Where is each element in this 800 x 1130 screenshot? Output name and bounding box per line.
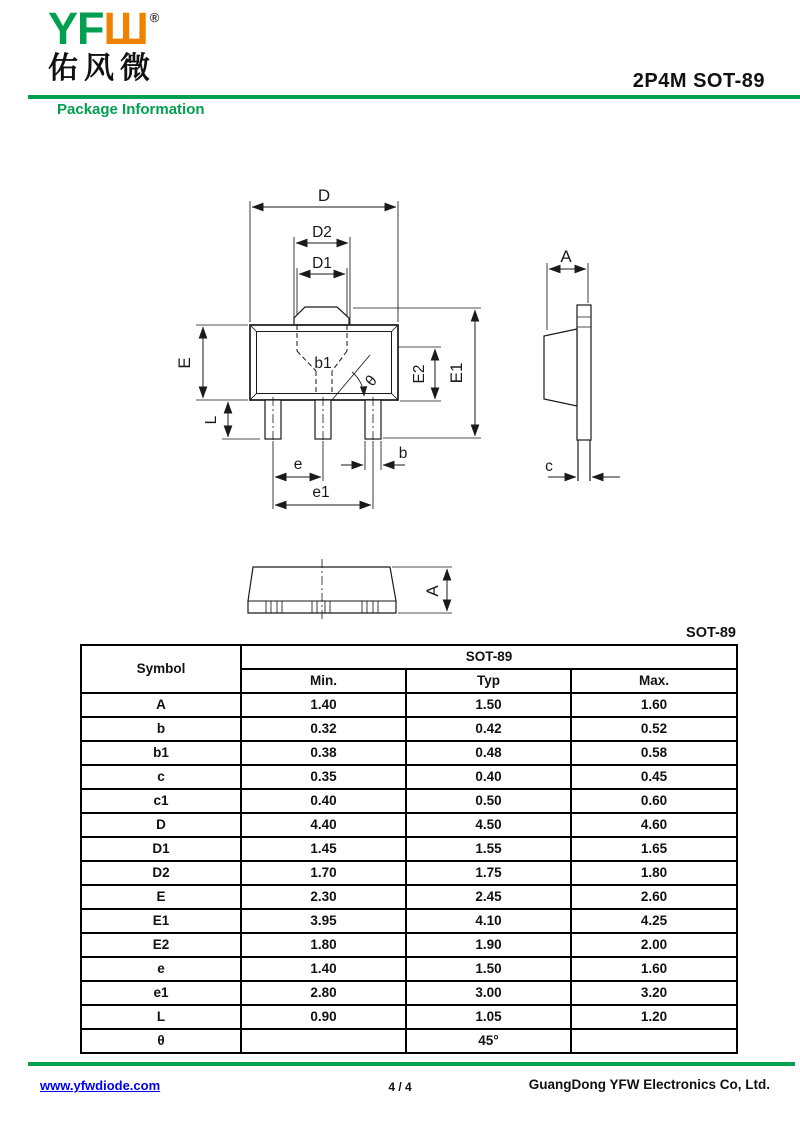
dim-label-c: c bbox=[545, 458, 553, 475]
header-cell-max: Max. bbox=[571, 669, 737, 693]
header-cell-package: SOT-89 bbox=[241, 645, 737, 669]
cell-symbol: D2 bbox=[81, 861, 241, 885]
table-row bbox=[81, 861, 737, 885]
dim-label-A-bottom: A bbox=[423, 585, 442, 597]
side-flange bbox=[577, 305, 591, 440]
table-row bbox=[81, 717, 737, 741]
cell-min: 0.32 bbox=[241, 717, 406, 741]
header-cell-symbol: Symbol bbox=[81, 645, 241, 693]
cell-typ: 0.42 bbox=[406, 717, 571, 741]
cell-min: 0.38 bbox=[241, 741, 406, 765]
cell-typ: 0.50 bbox=[406, 789, 571, 813]
dim-label-D2: D2 bbox=[312, 224, 332, 241]
cell-max: 0.60 bbox=[571, 789, 737, 813]
cell-symbol: E bbox=[81, 885, 241, 909]
cell-symbol: A bbox=[81, 693, 241, 717]
dim-label-E2: E2 bbox=[411, 364, 428, 384]
dim-label-b1: b1 bbox=[314, 355, 332, 372]
table-row bbox=[81, 813, 737, 837]
cell-max: 0.52 bbox=[571, 717, 737, 741]
table-row bbox=[81, 765, 737, 789]
cell-symbol: L bbox=[81, 1005, 241, 1029]
table-row bbox=[81, 789, 737, 813]
cell-typ: 4.10 bbox=[406, 909, 571, 933]
dim-label-A-side: A bbox=[560, 247, 572, 266]
cell-max: 3.20 bbox=[571, 981, 737, 1005]
cell-max: 0.58 bbox=[571, 741, 737, 765]
cell-typ: 3.00 bbox=[406, 981, 571, 1005]
cell-max: 0.45 bbox=[571, 765, 737, 789]
cell-symbol: c1 bbox=[81, 789, 241, 813]
cell-min: 2.80 bbox=[241, 981, 406, 1005]
cell-symbol: e1 bbox=[81, 981, 241, 1005]
table-row bbox=[81, 933, 737, 957]
front-view bbox=[175, 186, 481, 509]
dim-label-e1: e1 bbox=[312, 484, 330, 501]
table-row bbox=[81, 957, 737, 981]
table-row bbox=[81, 909, 737, 933]
package-outline-drawing bbox=[0, 130, 800, 630]
cell-min: 1.70 bbox=[241, 861, 406, 885]
cell-typ: 0.40 bbox=[406, 765, 571, 789]
package-tab bbox=[294, 307, 349, 325]
cell-max: 2.00 bbox=[571, 933, 737, 957]
header-cell-min: Min. bbox=[241, 669, 406, 693]
cell-symbol: θ bbox=[81, 1029, 241, 1053]
document-title: 2P4M SOT-89 bbox=[632, 70, 765, 92]
dim-label-D1: D1 bbox=[312, 255, 332, 272]
cell-min: 4.40 bbox=[241, 813, 406, 837]
cell-typ: 1.55 bbox=[406, 837, 571, 861]
logo-wordmark bbox=[48, 3, 159, 54]
logo-chinese-text: 佑风微 bbox=[48, 52, 156, 85]
dim-label-theta: θ bbox=[362, 372, 381, 390]
registered-trademark-icon: ® bbox=[149, 10, 159, 25]
cell-symbol: E1 bbox=[81, 909, 241, 933]
cell-min bbox=[241, 1029, 406, 1053]
table-header-row-1 bbox=[81, 645, 737, 669]
table-row bbox=[81, 837, 737, 861]
cell-min: 0.35 bbox=[241, 765, 406, 789]
dim-label-e: e bbox=[293, 456, 303, 473]
bottom-view bbox=[248, 559, 452, 619]
cell-symbol: b bbox=[81, 717, 241, 741]
website-link[interactable]: www.yfwdiode.com bbox=[40, 1078, 161, 1093]
cell-min: 1.40 bbox=[241, 693, 406, 717]
side-lead bbox=[578, 440, 590, 481]
footer-rule bbox=[28, 1062, 795, 1066]
dim-label-b: b bbox=[398, 445, 408, 462]
table-row bbox=[81, 885, 737, 909]
cell-max: 1.20 bbox=[571, 1005, 737, 1029]
cell-max: 4.60 bbox=[571, 813, 737, 837]
cell-typ: 1.75 bbox=[406, 861, 571, 885]
dimensions-table bbox=[80, 644, 738, 1054]
side-body bbox=[544, 329, 577, 406]
cell-min: 1.45 bbox=[241, 837, 406, 861]
cell-symbol: b1 bbox=[81, 741, 241, 765]
table-caption: SOT-89 bbox=[686, 625, 736, 641]
yfw-logo bbox=[48, 3, 159, 85]
cell-min: 1.40 bbox=[241, 957, 406, 981]
cell-max: 1.65 bbox=[571, 837, 737, 861]
header-cell-typ: Typ bbox=[406, 669, 571, 693]
cell-typ: 0.48 bbox=[406, 741, 571, 765]
table-row bbox=[81, 693, 737, 717]
cell-typ: 1.50 bbox=[406, 957, 571, 981]
cell-max: 4.25 bbox=[571, 909, 737, 933]
cell-symbol: c bbox=[81, 765, 241, 789]
dim-label-E1: E1 bbox=[447, 362, 466, 384]
cell-symbol: e bbox=[81, 957, 241, 981]
cell-typ: 1.90 bbox=[406, 933, 571, 957]
cell-max: 1.60 bbox=[571, 957, 737, 981]
cell-typ: 2.45 bbox=[406, 885, 571, 909]
cell-max: 2.60 bbox=[571, 885, 737, 909]
company-name: GuangDong YFW Electronics Co, Ltd. bbox=[528, 1077, 770, 1092]
dim-label-E: E bbox=[175, 357, 194, 369]
table-row bbox=[81, 741, 737, 765]
section-title: Package Information bbox=[57, 101, 205, 118]
cell-symbol: D bbox=[81, 813, 241, 837]
dim-label-D: D bbox=[317, 186, 331, 205]
cell-max: 1.60 bbox=[571, 693, 737, 717]
cell-min: 0.40 bbox=[241, 789, 406, 813]
cell-min: 3.95 bbox=[241, 909, 406, 933]
header-rule bbox=[28, 95, 800, 99]
cell-typ: 45° bbox=[406, 1029, 571, 1053]
dim-label-L: L bbox=[203, 415, 220, 425]
cell-typ: 1.50 bbox=[406, 693, 571, 717]
table-row bbox=[81, 1005, 737, 1029]
logo-text-green: YF bbox=[48, 3, 104, 54]
table-row bbox=[81, 981, 737, 1005]
page-indicator: 4 / 4 bbox=[388, 1080, 412, 1094]
cell-min: 0.90 bbox=[241, 1005, 406, 1029]
cell-typ: 4.50 bbox=[406, 813, 571, 837]
table-row bbox=[81, 1029, 737, 1053]
cell-max: 1.80 bbox=[571, 861, 737, 885]
cell-typ: 1.05 bbox=[406, 1005, 571, 1029]
cell-symbol: D1 bbox=[81, 837, 241, 861]
cell-min: 1.80 bbox=[241, 933, 406, 957]
cell-min: 2.30 bbox=[241, 885, 406, 909]
side-view bbox=[544, 247, 620, 481]
cell-symbol: E2 bbox=[81, 933, 241, 957]
cell-max bbox=[571, 1029, 737, 1053]
logo-text-orange: Ш bbox=[103, 3, 148, 54]
